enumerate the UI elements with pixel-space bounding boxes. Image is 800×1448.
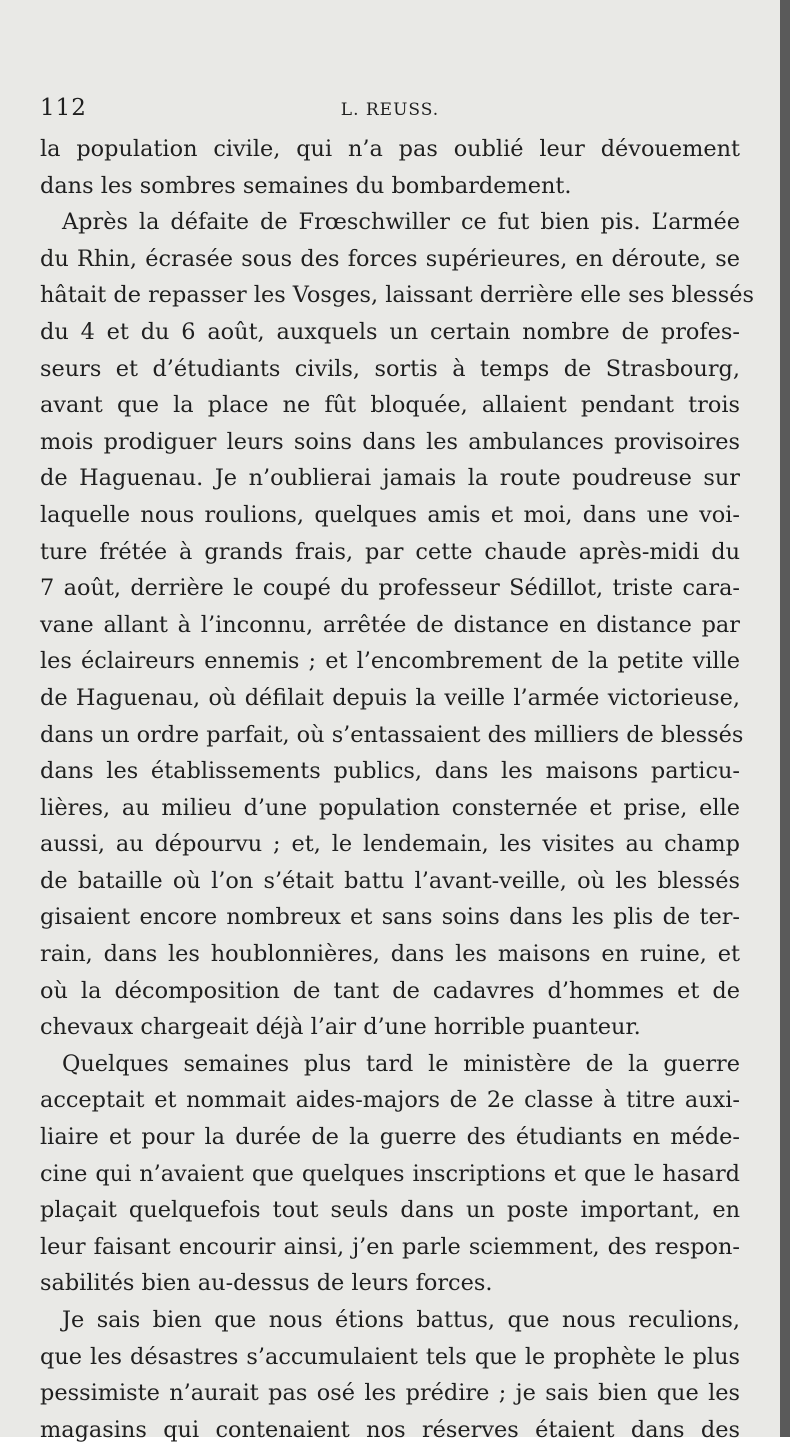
text-line: gisaient encore nombreux et sans soins dans les plis de ter- — [40, 904, 740, 931]
text-line: dans les établissements publics, dans les maisons particu- — [40, 758, 740, 785]
book-page — [40, 95, 754, 1443]
text-line: dans les sombres semaines du bombardement. — [40, 172, 572, 199]
text-line: 7 août, derrière le coupé du professeur Sédillot, triste cara- — [40, 575, 740, 602]
text-line: avant que la place ne fût bloquée, allaient pendant trois — [40, 392, 740, 419]
text-line: que les désastres s’accumulaient tels que le prophète le plus — [40, 1343, 740, 1370]
text-line: cine qui n’avaient que quelques inscriptions et que le hasard — [40, 1160, 740, 1187]
text-line: plaçait quelquefois tout seuls dans un poste important, en — [40, 1197, 740, 1224]
text-line: Quelques semaines plus tard le ministère de la guerre — [62, 1050, 740, 1077]
text-line: laquelle nous roulions, quelques amis et moi, dans une voi- — [40, 501, 740, 528]
text-line: chevaux chargeait déjà l’air d’une horrible puanteur. — [40, 1014, 641, 1041]
text-line: magasins qui contenaient nos réserves étaient dans des — [40, 1416, 740, 1443]
running-header — [40, 95, 740, 129]
running-title: L. REUSS. — [340, 100, 440, 120]
text-line: vane allant à l’inconnu, arrêtée de distance en distance par — [40, 611, 740, 638]
text-line: pessimiste n’aurait pas osé les prédire ; je sais bien que les — [40, 1380, 740, 1407]
text-line: de Haguenau, où défilait depuis la veille l’armée victorieuse, — [40, 684, 740, 711]
text-line: ture frétée à grands frais, par cette chaude après-midi du — [40, 538, 740, 565]
text-line: mois prodiguer leurs soins dans les ambulances provisoires — [40, 428, 740, 455]
text-line: seurs et d’étudiants civils, sortis à temps de Strasbourg, — [40, 355, 740, 382]
text-line: où la décomposition de tant de cadavres d’hommes et de — [40, 977, 740, 1004]
text-line: Après la défaite de Frœschwiller ce fut bien pis. L’armée — [62, 209, 740, 236]
text-line: de Haguenau. Je n’oublierai jamais la route poudreuse sur — [40, 465, 740, 492]
text-line: la population civile, qui n’a pas oublié leur dévouement — [40, 136, 740, 162]
text-line: hâtait de repasser les Vosges, laissant derrière elle ses blessés — [40, 282, 754, 309]
body-text — [40, 131, 754, 1448]
text-line: lières, au milieu d’une population consternée et prise, elle — [40, 794, 740, 821]
text-line: rain, dans les houblonnières, dans les maisons en ruine, et — [40, 941, 740, 968]
page-number: 112 — [40, 95, 87, 121]
text-line: aussi, au dépourvu ; et, le lendemain, les visites au champ — [40, 831, 740, 858]
text-line: leur faisant encourir ainsi, j’en parle sciemment, des respon- — [40, 1233, 740, 1260]
text-line: sabilités bien au-dessus de leurs forces. — [40, 1270, 493, 1297]
text-line: acceptait et nommait aides-majors de 2e classe à titre auxi- — [40, 1087, 740, 1114]
text-line: du Rhin, écrasée sous des forces supérieures, en déroute, se — [40, 245, 740, 272]
text-line: du 4 et du 6 août, auxquels un certain nombre de profes- — [40, 318, 740, 345]
text-line: de bataille où l’on s’était battu l’avant-veille, où les blessés — [40, 867, 740, 894]
text-line: dans un ordre parfait, où s’entassaient des milliers de blessés — [40, 721, 744, 748]
text-line: liaire et pour la durée de la guerre des étudiants en méde- — [40, 1124, 740, 1151]
text-line: les éclaireurs ennemis ; et l’encombrement de la petite ville — [40, 648, 740, 675]
text-line: Je sais bien que nous étions battus, que nous reculions, — [62, 1307, 740, 1333]
